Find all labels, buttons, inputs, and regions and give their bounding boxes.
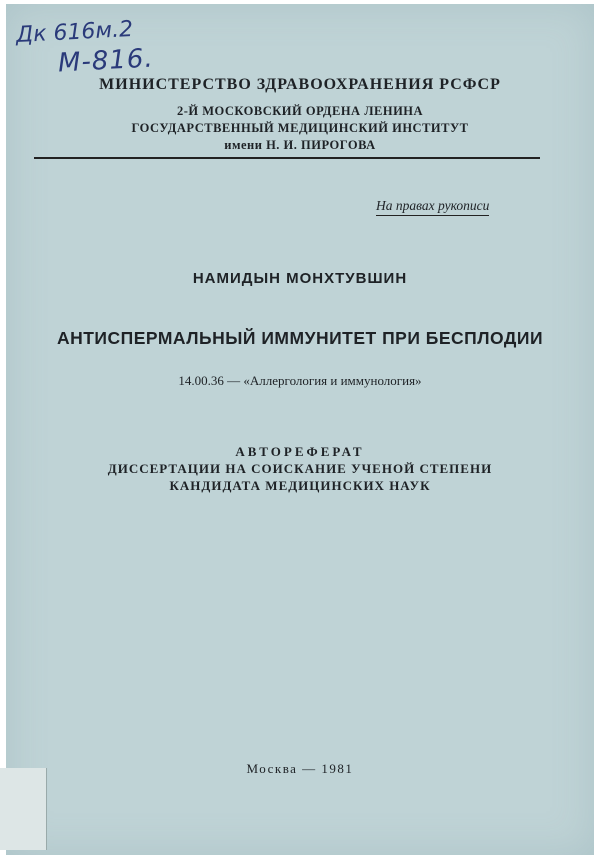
institute-line-3: имени Н. И. ПИРОГОВА bbox=[224, 138, 376, 152]
institute-line-2: ГОСУДАРСТВЕННЫЙ МЕДИЦИНСКИЙ ИНСТИТУТ bbox=[131, 121, 469, 135]
dissertation-line: ДИССЕРТАЦИИ НА СОИСКАНИЕ УЧЕНОЙ СТЕПЕНИ bbox=[107, 461, 493, 476]
handwritten-call-number: Дк 616м.2 bbox=[15, 16, 134, 49]
degree-line: КАНДИДАТА МЕДИЦИНСКИХ НАУК bbox=[169, 478, 431, 493]
author-name: НАМИДЫН МОНХТУВШИН bbox=[192, 270, 408, 287]
document-page bbox=[6, 4, 594, 855]
ministry-heading: МИНИСТЕРСТВО ЗДРАВООХРАНЕНИЯ РСФСР bbox=[99, 76, 501, 93]
header-divider bbox=[34, 157, 540, 159]
institute-line-1: 2-Й МОСКОВСКИЙ ОРДЕНА ЛЕНИНА bbox=[176, 104, 424, 118]
place-and-year: Москва — 1981 bbox=[246, 761, 354, 776]
document-title: АНТИСПЕРМАЛЬНЫЙ ИММУНИТЕТ ПРИ БЕСПЛОДИИ bbox=[56, 328, 544, 348]
library-label-sticker bbox=[0, 768, 47, 850]
abstract-label: АВТОРЕФЕРАТ bbox=[235, 444, 365, 459]
rights-notice: На правах рукописи bbox=[376, 198, 489, 216]
handwritten-shelf-mark: М-816. bbox=[57, 43, 155, 79]
specialty-code: 14.00.36 — «Аллергология и иммунология» bbox=[178, 373, 422, 388]
